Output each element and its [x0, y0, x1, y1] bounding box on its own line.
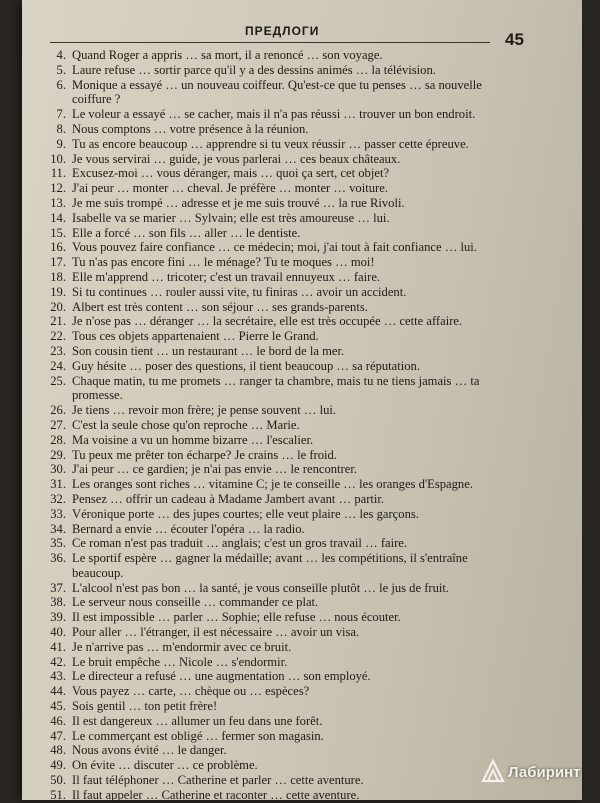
- exercise-text: Le voleur a essayé … se cacher, mais il n'a pas réussi … trouver un bon endroit.: [72, 107, 476, 122]
- exercise-number: 27.: [50, 417, 66, 432]
- exercise-item: [40, 240, 560, 255]
- exercise-text: Vous pouvez faire confiance … ce médecin; moi, j'ai tout à fait confiance … lui.: [72, 240, 477, 255]
- exercise-item: [40, 418, 560, 433]
- exercise-text: Bernard a envie … écouter l'opéra … la radio.: [72, 521, 305, 536]
- exercise-text: Les oranges sont riches … vitamine C; je te conseille … les oranges d'Espagne.: [72, 477, 473, 492]
- exercise-text: Je n'ose pas … déranger … la secrétaire, elle est très occupée … cette affaire.: [72, 314, 463, 329]
- exercise-text: J'ai peur … monter … cheval. Je préfère … monter … voiture.: [72, 181, 388, 196]
- exercise-item: [40, 48, 560, 63]
- exercise-number: 29.: [50, 447, 66, 462]
- exercise-number: 14.: [50, 210, 66, 225]
- exercise-item: [40, 78, 560, 108]
- exercise-item: [40, 285, 560, 300]
- header-rule: [50, 42, 490, 43]
- exercise-text: Je tiens … revoir mon frère; je pense souvent … lui.: [72, 403, 337, 418]
- exercise-item: [40, 462, 560, 477]
- exercise-number: 37.: [50, 580, 66, 595]
- exercise-number: 18.: [50, 269, 66, 284]
- exercise-number: 8.: [56, 121, 66, 136]
- exercise-number: 17.: [50, 255, 66, 270]
- exercise-number: 36.: [50, 551, 66, 566]
- exercise-item: [40, 300, 560, 315]
- exercise-text: Ce roman n'est pas traduit … anglais; c'est un gros travail … faire.: [72, 536, 408, 551]
- exercise-text: Vous payez … carte, … chèque ou … espèces?: [72, 684, 310, 699]
- exercise-list: [40, 48, 560, 803]
- exercise-item: [40, 669, 560, 684]
- exercise-text: Nous comptons … votre présence à la réunion.: [72, 121, 309, 136]
- exercise-item: [40, 270, 560, 285]
- exercise-item: [40, 640, 560, 655]
- exercise-text: Excusez-moi … vous déranger, mais … quoi ça sert, cet objet?: [72, 166, 390, 181]
- exercise-item: [40, 699, 560, 714]
- exercise-number: 24.: [50, 358, 66, 373]
- exercise-number: 39.: [50, 610, 66, 625]
- exercise-text: Laure refuse … sortir parce qu'il y a des dessins animés … la télévision.: [72, 62, 436, 77]
- exercise-number: 10.: [50, 151, 66, 166]
- exercise-item: [40, 226, 560, 241]
- page-number: 45: [505, 30, 524, 49]
- exercise-text: On évite … discuter … ce problème.: [72, 758, 258, 773]
- exercise-item: [40, 655, 560, 670]
- exercise-item: [40, 729, 560, 744]
- exercise-number: 41.: [50, 639, 66, 654]
- exercise-number: 7.: [56, 107, 66, 122]
- exercise-text: Elle a forcé … son fils … aller … le dentiste.: [72, 225, 301, 240]
- exercise-text: Nous avons évité … le danger.: [72, 743, 227, 758]
- exercise-item: [40, 448, 560, 463]
- exercise-text: Il est dangereux … allumer un feu dans une forêt.: [72, 713, 323, 728]
- exercise-text: Je me suis trompé … adresse et je me suis trouvé … la rue Rivoli.: [72, 195, 405, 210]
- exercise-number: 13.: [50, 195, 66, 210]
- exercise-number: 28.: [50, 432, 66, 447]
- exercise-number: 9.: [56, 136, 66, 151]
- exercise-number: 49.: [50, 758, 66, 773]
- exercise-number: 46.: [50, 713, 66, 728]
- exercise-text: L'alcool n'est pas bon … la santé, je vous conseille plutôt … le jus de fruit.: [72, 580, 450, 595]
- exercise-number: 43.: [50, 669, 66, 684]
- exercise-text: Sois gentil … ton petit frère!: [72, 699, 218, 714]
- watermark-text: Лабиринт: [508, 764, 581, 781]
- exercise-text: C'est la seule chose qu'on reproche … Marie.: [72, 417, 300, 432]
- exercise-text: Pour aller … l'étranger, il est nécessaire … avoir un visa.: [72, 625, 360, 640]
- exercise-item: [40, 255, 560, 270]
- exercise-number: 40.: [50, 625, 66, 640]
- exercise-item: [40, 329, 560, 344]
- exercise-item: [40, 551, 560, 581]
- exercise-number: 48.: [50, 743, 66, 758]
- exercise-text: Quand Roger a appris … sa mort, il a renoncé … son voyage.: [72, 48, 383, 62]
- exercise-number: 5.: [56, 62, 66, 77]
- exercise-number: 21.: [50, 314, 66, 329]
- exercise-item: [40, 581, 560, 596]
- exercise-text: Tu peux me prêter ton écharpe? Je crains … le froid.: [72, 447, 337, 462]
- exercise-text: Ma voisine a vu un homme bizarre … l'escalier.: [72, 432, 314, 447]
- exercise-number: 6.: [56, 77, 66, 92]
- chapter-title: ПРЕДЛОГИ: [245, 24, 320, 38]
- exercise-item: [40, 522, 560, 537]
- exercise-number: 45.: [50, 699, 66, 714]
- exercise-number: 34.: [50, 521, 66, 536]
- exercise-text: Son cousin tient … un restaurant … le bord de la mer.: [72, 343, 345, 358]
- exercise-number: 23.: [50, 343, 66, 358]
- exercise-text: Si tu continues … rouler aussi vite, tu finiras … avoir un accident.: [72, 284, 407, 299]
- exercise-item: [40, 492, 560, 507]
- exercise-number: 47.: [50, 728, 66, 743]
- exercise-number: 16.: [50, 240, 66, 255]
- exercise-number: 15.: [50, 225, 66, 240]
- exercise-item: [40, 314, 560, 329]
- exercise-number: 33.: [50, 506, 66, 521]
- exercise-item: [40, 137, 560, 152]
- exercise-number: 12.: [50, 181, 66, 196]
- book-page: [22, 0, 582, 800]
- exercise-text: Guy hésite … poser des questions, il tient beaucoup … sa réputation.: [72, 358, 421, 373]
- exercise-number: 50.: [50, 773, 66, 788]
- exercise-text: Tu n'as pas encore fini … le ménage? Tu te moques … moi!: [72, 255, 375, 270]
- exercise-number: 4.: [56, 48, 66, 62]
- exercise-text: Tu as encore beaucoup … apprendre si tu veux réussir … passer cette épreuve.: [72, 136, 469, 151]
- exercise-item: [40, 595, 560, 610]
- exercise-text: Chaque matin, tu me promets … ranger ta chambre, mais tu ne tiens jamais … ta promesse.: [72, 373, 480, 403]
- exercise-text: Il faut appeler … Catherine et raconter … cette aventure.: [72, 787, 360, 802]
- exercise-number: 38.: [50, 595, 66, 610]
- exercise-text: J'ai peur … ce gardien; je n'ai pas envie … le rencontrer.: [72, 462, 357, 477]
- exercise-text: Le bruit empêche … Nicole … s'endormir.: [72, 654, 288, 669]
- exercise-item: [40, 211, 560, 226]
- exercise-number: 26.: [50, 403, 66, 418]
- exercise-text: Je n'arrive pas … m'endormir avec ce bruit.: [72, 639, 292, 654]
- exercise-item: [40, 344, 560, 359]
- exercise-number: 31.: [50, 477, 66, 492]
- exercise-item: [40, 714, 560, 729]
- exercise-item: [40, 403, 560, 418]
- exercise-text: Monique a essayé … un nouveau coiffeur. Qu'est-ce que tu penses … sa nouvelle coiffure ?: [72, 77, 482, 107]
- exercise-item: [40, 684, 560, 699]
- exercise-item: [40, 477, 560, 492]
- exercise-text: Le serveur nous conseille … commander ce plat.: [72, 595, 319, 610]
- exercise-number: 51.: [50, 787, 66, 802]
- labyrinth-logo-icon: [480, 758, 506, 784]
- exercise-number: 32.: [50, 491, 66, 506]
- exercise-item: [40, 181, 560, 196]
- exercise-text: Le sportif espère … gagner la médaille; avant … les compétitions, il s'entraîne beaucoup.: [72, 551, 468, 580]
- exercise-item: [40, 107, 560, 122]
- exercise-text: Tous ces objets appartenaient … Pierre le Grand.: [72, 329, 319, 344]
- exercise-text: Véronique porte … des jupes courtes; elle veut plaire … les garçons.: [72, 506, 419, 521]
- exercise-item: [40, 122, 560, 137]
- exercise-item: [40, 625, 560, 640]
- exercise-item: [40, 507, 560, 522]
- exercise-item: [40, 433, 560, 448]
- exercise-item: [40, 610, 560, 625]
- exercise-number: 44.: [50, 684, 66, 699]
- exercise-item: [40, 152, 560, 167]
- exercise-item: [40, 63, 560, 78]
- exercise-text: Pensez … offrir un cadeau à Madame Jambert avant … partir.: [72, 491, 385, 506]
- exercise-text: Le directeur a refusé … une augmentation … son employé.: [72, 669, 371, 684]
- exercise-text: Je vous servirai … guide, je vous parlerai … ces beaux châteaux.: [72, 151, 401, 166]
- exercise-text: Il faut téléphoner … Catherine et parler … cette aventure.: [72, 773, 364, 788]
- exercise-number: 30.: [50, 462, 66, 477]
- watermark: [480, 756, 595, 792]
- exercise-item: [40, 196, 560, 211]
- exercise-number: 42.: [50, 654, 66, 669]
- exercise-number: 19.: [50, 284, 66, 299]
- exercise-item: [40, 374, 560, 404]
- exercise-text: Elle m'apprend … tricoter; c'est un travail ennuyeux … faire.: [72, 269, 381, 284]
- exercise-text: Il est impossible … parler … Sophie; elle refuse … nous écouter.: [72, 610, 401, 625]
- exercise-text: Isabelle va se marier … Sylvain; elle est très amoureuse … lui.: [72, 210, 390, 225]
- exercise-number: 20.: [50, 299, 66, 314]
- exercise-item: [40, 359, 560, 374]
- exercise-text: Le commerçant est obligé … fermer son magasin.: [72, 728, 324, 743]
- exercise-text: Albert est très content … son séjour … ses grands-parents.: [72, 299, 368, 314]
- exercise-item: [40, 166, 560, 181]
- exercise-number: 22.: [50, 329, 66, 344]
- exercise-number: 11.: [50, 166, 66, 181]
- exercise-number: 35.: [50, 536, 66, 551]
- exercise-number: 25.: [50, 373, 66, 388]
- exercise-item: [40, 536, 560, 551]
